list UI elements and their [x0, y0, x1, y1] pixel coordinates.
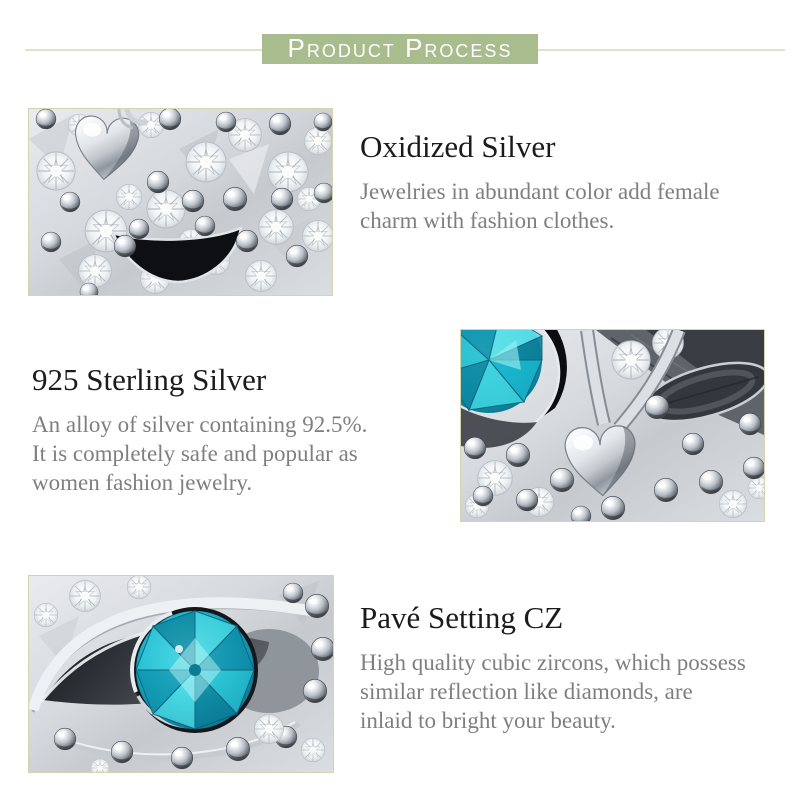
- product-image-oxidized-silver: [28, 108, 333, 296]
- section-heading: 925 Sterling Silver: [32, 362, 267, 397]
- section-body-line: charm with fashion clothes.: [360, 208, 615, 233]
- section-body-line: similar reflection like diamonds, are: [360, 679, 693, 704]
- section-body-line: High quality cubic zircons, which possess: [360, 650, 746, 675]
- page-title: Product Process: [287, 32, 513, 63]
- product-image-sterling-silver: [460, 329, 765, 522]
- section-body-line: An alloy of silver containing 92.5%.: [32, 412, 368, 437]
- section-sterling-silver: [32, 362, 367, 497]
- section-body-line: Jewelries in abundant color add female: [360, 179, 720, 204]
- section-body-line: inlaid to bright your beauty.: [360, 708, 616, 733]
- pave-cz-illustration: [29, 576, 333, 772]
- oxidized-silver-illustration: [29, 109, 332, 295]
- section-body-line: women fashion jewelry.: [32, 470, 253, 495]
- sterling-silver-illustration: [461, 330, 764, 521]
- section-pave-cz: [360, 600, 746, 735]
- section-heading: Oxidized Silver: [360, 129, 556, 164]
- section-body-line: It is completely safe and popular as: [32, 441, 358, 466]
- section-oxidized-silver: [360, 129, 720, 235]
- section-heading: Pavé Setting CZ: [360, 600, 564, 635]
- product-image-pave-cz: [28, 575, 334, 773]
- header-banner: [262, 34, 538, 64]
